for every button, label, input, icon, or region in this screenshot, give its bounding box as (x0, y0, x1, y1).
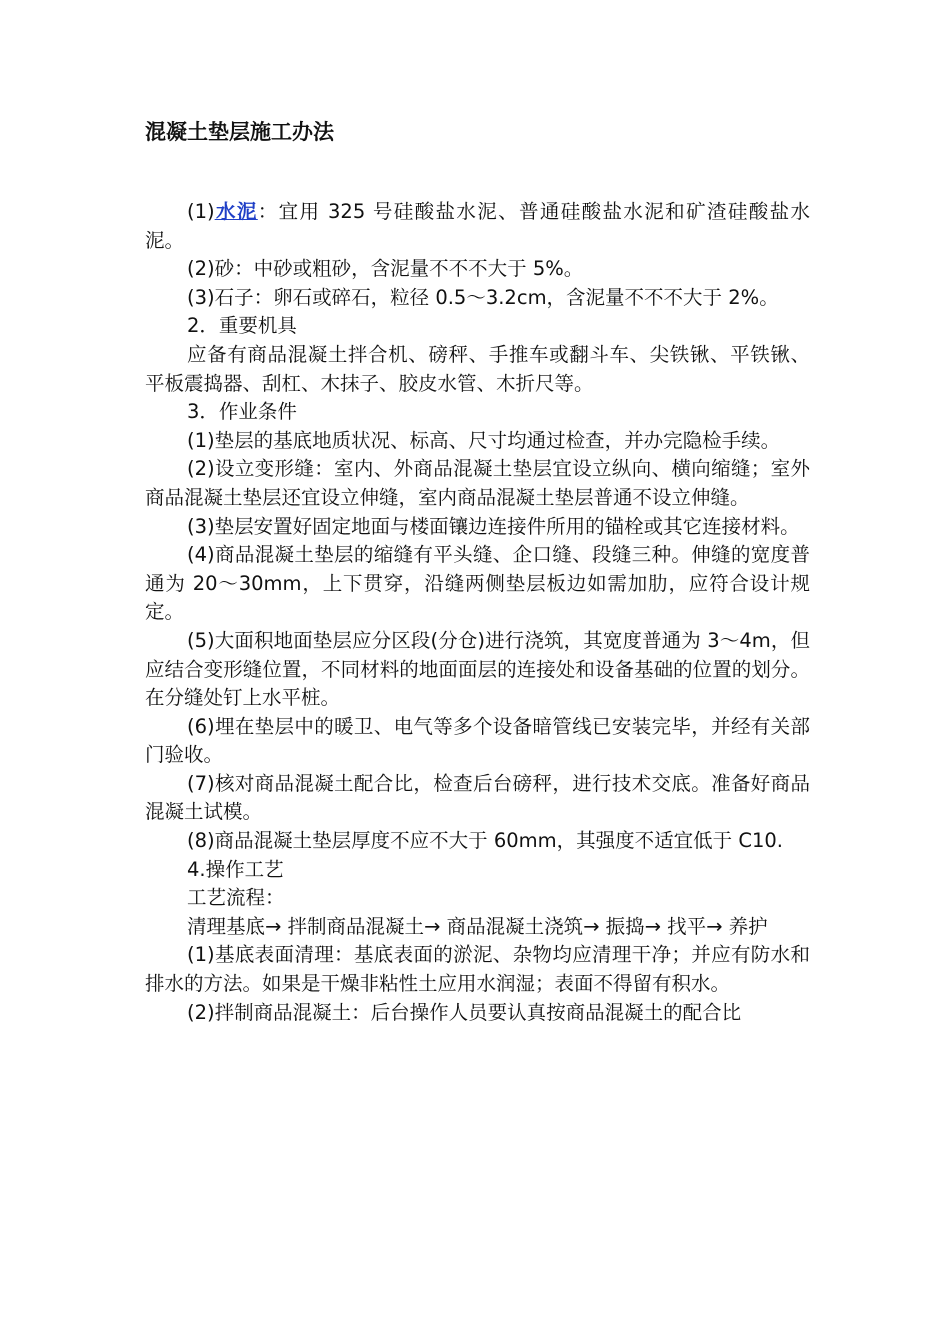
paragraph: (1)垫层的基底地质状况、标高、尺寸均通过检查，并办完隐检手续。 (187, 428, 781, 452)
paragraph-prefix: (1) (187, 200, 215, 223)
paragraph: (1)基底表面清理：基底表面的淤泥、杂物均应清理干净；并应有防水和排水的方法。如果是干燥非粘性土应用水润湿；表面不得留有积水。 (145, 943, 810, 996)
section-heading: 4.操作工艺 (187, 857, 284, 881)
paragraph-cement (145, 198, 810, 255)
cement-link[interactable]: 水泥 (214, 200, 258, 223)
paragraph: (3)石子：卵石或碎石，粒径 0.5～3.2cm，含泥量不不不大于 2%。 (187, 285, 779, 309)
paragraph: (6)埋在垫层中的暖卫、电气等多个设备暗管线已安装完毕，并经有关部门验收。 (145, 714, 810, 767)
process-flow: 清理基底→ 拌制商品混凝土→ 商品混凝土浇筑→ 振捣→ 找平→ 养护 (187, 914, 768, 938)
paragraph: (2)设立变形缝：室内、外商品混凝土垫层宜设立纵向、横向缩缝；室外商品混凝土垫层还宜设立伸缝，室内商品混凝土垫层普通不设立伸缝。 (145, 457, 810, 509)
document-body (145, 198, 810, 1027)
section-heading: 3．作业条件 (187, 400, 297, 424)
paragraph-text: ：宜用 325 号硅酸盐水泥、普通硅酸盐水泥和矿渣硅酸盐水泥。 (145, 200, 810, 252)
paragraph: (8)商品混凝土垫层厚度不应不大于 60mm，其强度不适宜低于 C10. (187, 829, 783, 853)
document-title: 混凝土垫层施工办法 (145, 120, 334, 144)
paragraph: (2)砂：中砂或粗砂，含泥量不不不大于 5%。 (187, 257, 584, 281)
paragraph: 应备有商品混凝土拌合机、磅秤、手推车或翻斗车、尖铁锹、平铁锹、平板震捣器、刮杠、木抹子、胶皮水管、木折尺等。 (145, 342, 810, 395)
paragraph: (5)大面积地面垫层应分区段(分仓)进行浇筑，其宽度普通为 3～4m，但应结合变形缝位置，不同材料的地面面层的连接处和设备基础的位置的划分。在分缝处钉上水平桩。 (145, 628, 810, 710)
paragraph: (2)拌制商品混凝土：后台操作人员要认真按商品混凝土的配合比 (187, 1000, 742, 1024)
section-heading: 2．重要机具 (187, 314, 297, 338)
paragraph: (4)商品混凝土垫层的缩缝有平头缝、企口缝、段缝三种。伸缝的宽度普通为 20～30mm，上下贯穿，沿缝两侧垫层板边如需加肋，应符合设计规定。 (145, 543, 810, 624)
paragraph: (3)垫层安置好固定地面与楼面镶边连接件所用的锚栓或其它连接材料。 (187, 514, 800, 538)
paragraph: (7)核对商品混凝土配合比，检查后台磅秤，进行技术交底。准备好商品混凝土试模。 (145, 771, 810, 824)
paragraph: 工艺流程： (187, 886, 285, 910)
